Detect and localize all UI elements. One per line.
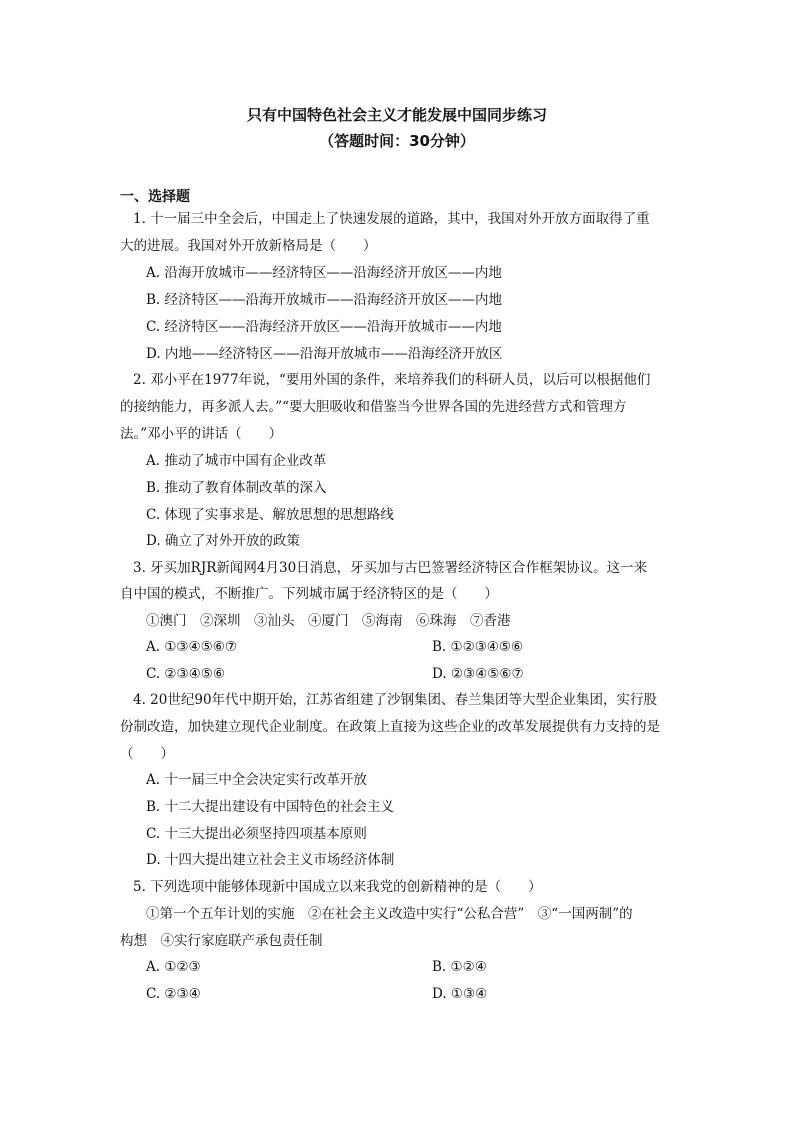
q4-stem-line2: 份制改造，加快建立现代企业制度。在政策上直接为这些企业的改革发展提供有力支持的是: [120, 719, 660, 735]
page-subtitle: （答题时间：30分钟）: [319, 132, 475, 150]
page-title: 只有中国特色社会主义才能发展中国同步练习: [246, 106, 547, 124]
q3-option-a: A. ①③④⑤⑥⑦: [146, 639, 237, 655]
q4-stem-line3: （ ）: [120, 746, 174, 762]
q3-option-b: B. ①②③④⑤⑥: [432, 639, 524, 655]
q1-stem-line2: 大的进展。我国对外开放新格局是（ ）: [120, 238, 377, 254]
q2-stem-line2: 的接纳能力，再多派人去。”“要大胆吸收和借鉴当今世界各国的先进经营方式和管理方: [120, 399, 627, 415]
q1-stem-line1: 1. 十一届三中全会后，中国走上了快速发展的道路，其中，我国对外开放方面取得了重: [133, 211, 650, 227]
q5-stem-line3: 构想 ④实行家庭联产承包责任制: [120, 933, 323, 949]
q2-option-b: B. 推动了教育体制改革的深入: [146, 480, 327, 496]
q5-stem-line1: 5. 下列选项中能够体现新中国成立以来我党的创新精神的是（ ）: [133, 879, 542, 895]
q2-stem-line3: 法。”邓小平的讲话（ ）: [120, 426, 283, 442]
q1-option-b: B. 经济特区——沿海开放城市——沿海经济开放区——内地: [146, 292, 503, 308]
q3-option-d: D. ②③④⑤⑥⑦: [432, 666, 524, 682]
q3-stem-line1: 3. 牙买加RJR新闻网4月30日消息，牙买加与古巴签署经济特区合作框架协议。这一来: [133, 560, 648, 576]
q5-option-d: D. ①③④: [432, 986, 488, 1002]
q5-option-b: B. ①②④: [432, 959, 487, 975]
q1-option-d: D. 内地——经济特区——沿海开放城市——沿海经济开放区: [146, 346, 503, 362]
q5-option-c: C. ②③④: [146, 986, 201, 1002]
q5-stem-line2: ①第一个五年计划的实施 ②在社会主义改造中实行“公私合营” ③“一国两制”的: [146, 906, 633, 922]
q4-option-c: C. 十三大提出必须坚持四项基本原则: [146, 826, 367, 842]
section-heading: 一、选择题: [120, 189, 190, 205]
q3-stem-line2: 自中国的模式，不断推广。下列城市属于经济特区的是（ ）: [120, 586, 498, 602]
q4-option-a: A. 十一届三中全会决定实行改革开放: [146, 772, 367, 788]
q2-option-c: C. 体现了实事求是、解放思想的思想路线: [146, 507, 394, 523]
q2-option-d: D. 确立了对外开放的政策: [146, 533, 300, 549]
q3-items: ①澳门 ②深圳 ③汕头 ④厦门 ⑤海南 ⑥珠海 ⑦香港: [146, 613, 511, 629]
q2-stem-line1: 2. 邓小平在1977年说，“要用外国的条件，来培养我们的科研人员，以后可以根据他们: [133, 372, 651, 388]
q5-option-a: A. ①②③: [146, 959, 201, 975]
q1-option-a: A. 沿海开放城市——经济特区——沿海经济开放区——内地: [146, 265, 502, 281]
q3-option-c: C. ②③④⑤⑥: [146, 666, 225, 682]
q4-stem-line1: 4. 20世纪90年代中期开始，江苏省组建了沙钢集团、春兰集团等大型企业集团，实行股: [133, 692, 658, 708]
q4-option-b: B. 十二大提出建设有中国特色的社会主义: [146, 799, 395, 815]
q4-option-d: D. 十四大提出建立社会主义市场经济体制: [146, 852, 395, 868]
q1-option-c: C. 经济特区——沿海经济开放区——沿海开放城市——内地: [146, 319, 502, 335]
q2-option-a: A. 推动了城市中国有企业改革: [146, 453, 327, 469]
